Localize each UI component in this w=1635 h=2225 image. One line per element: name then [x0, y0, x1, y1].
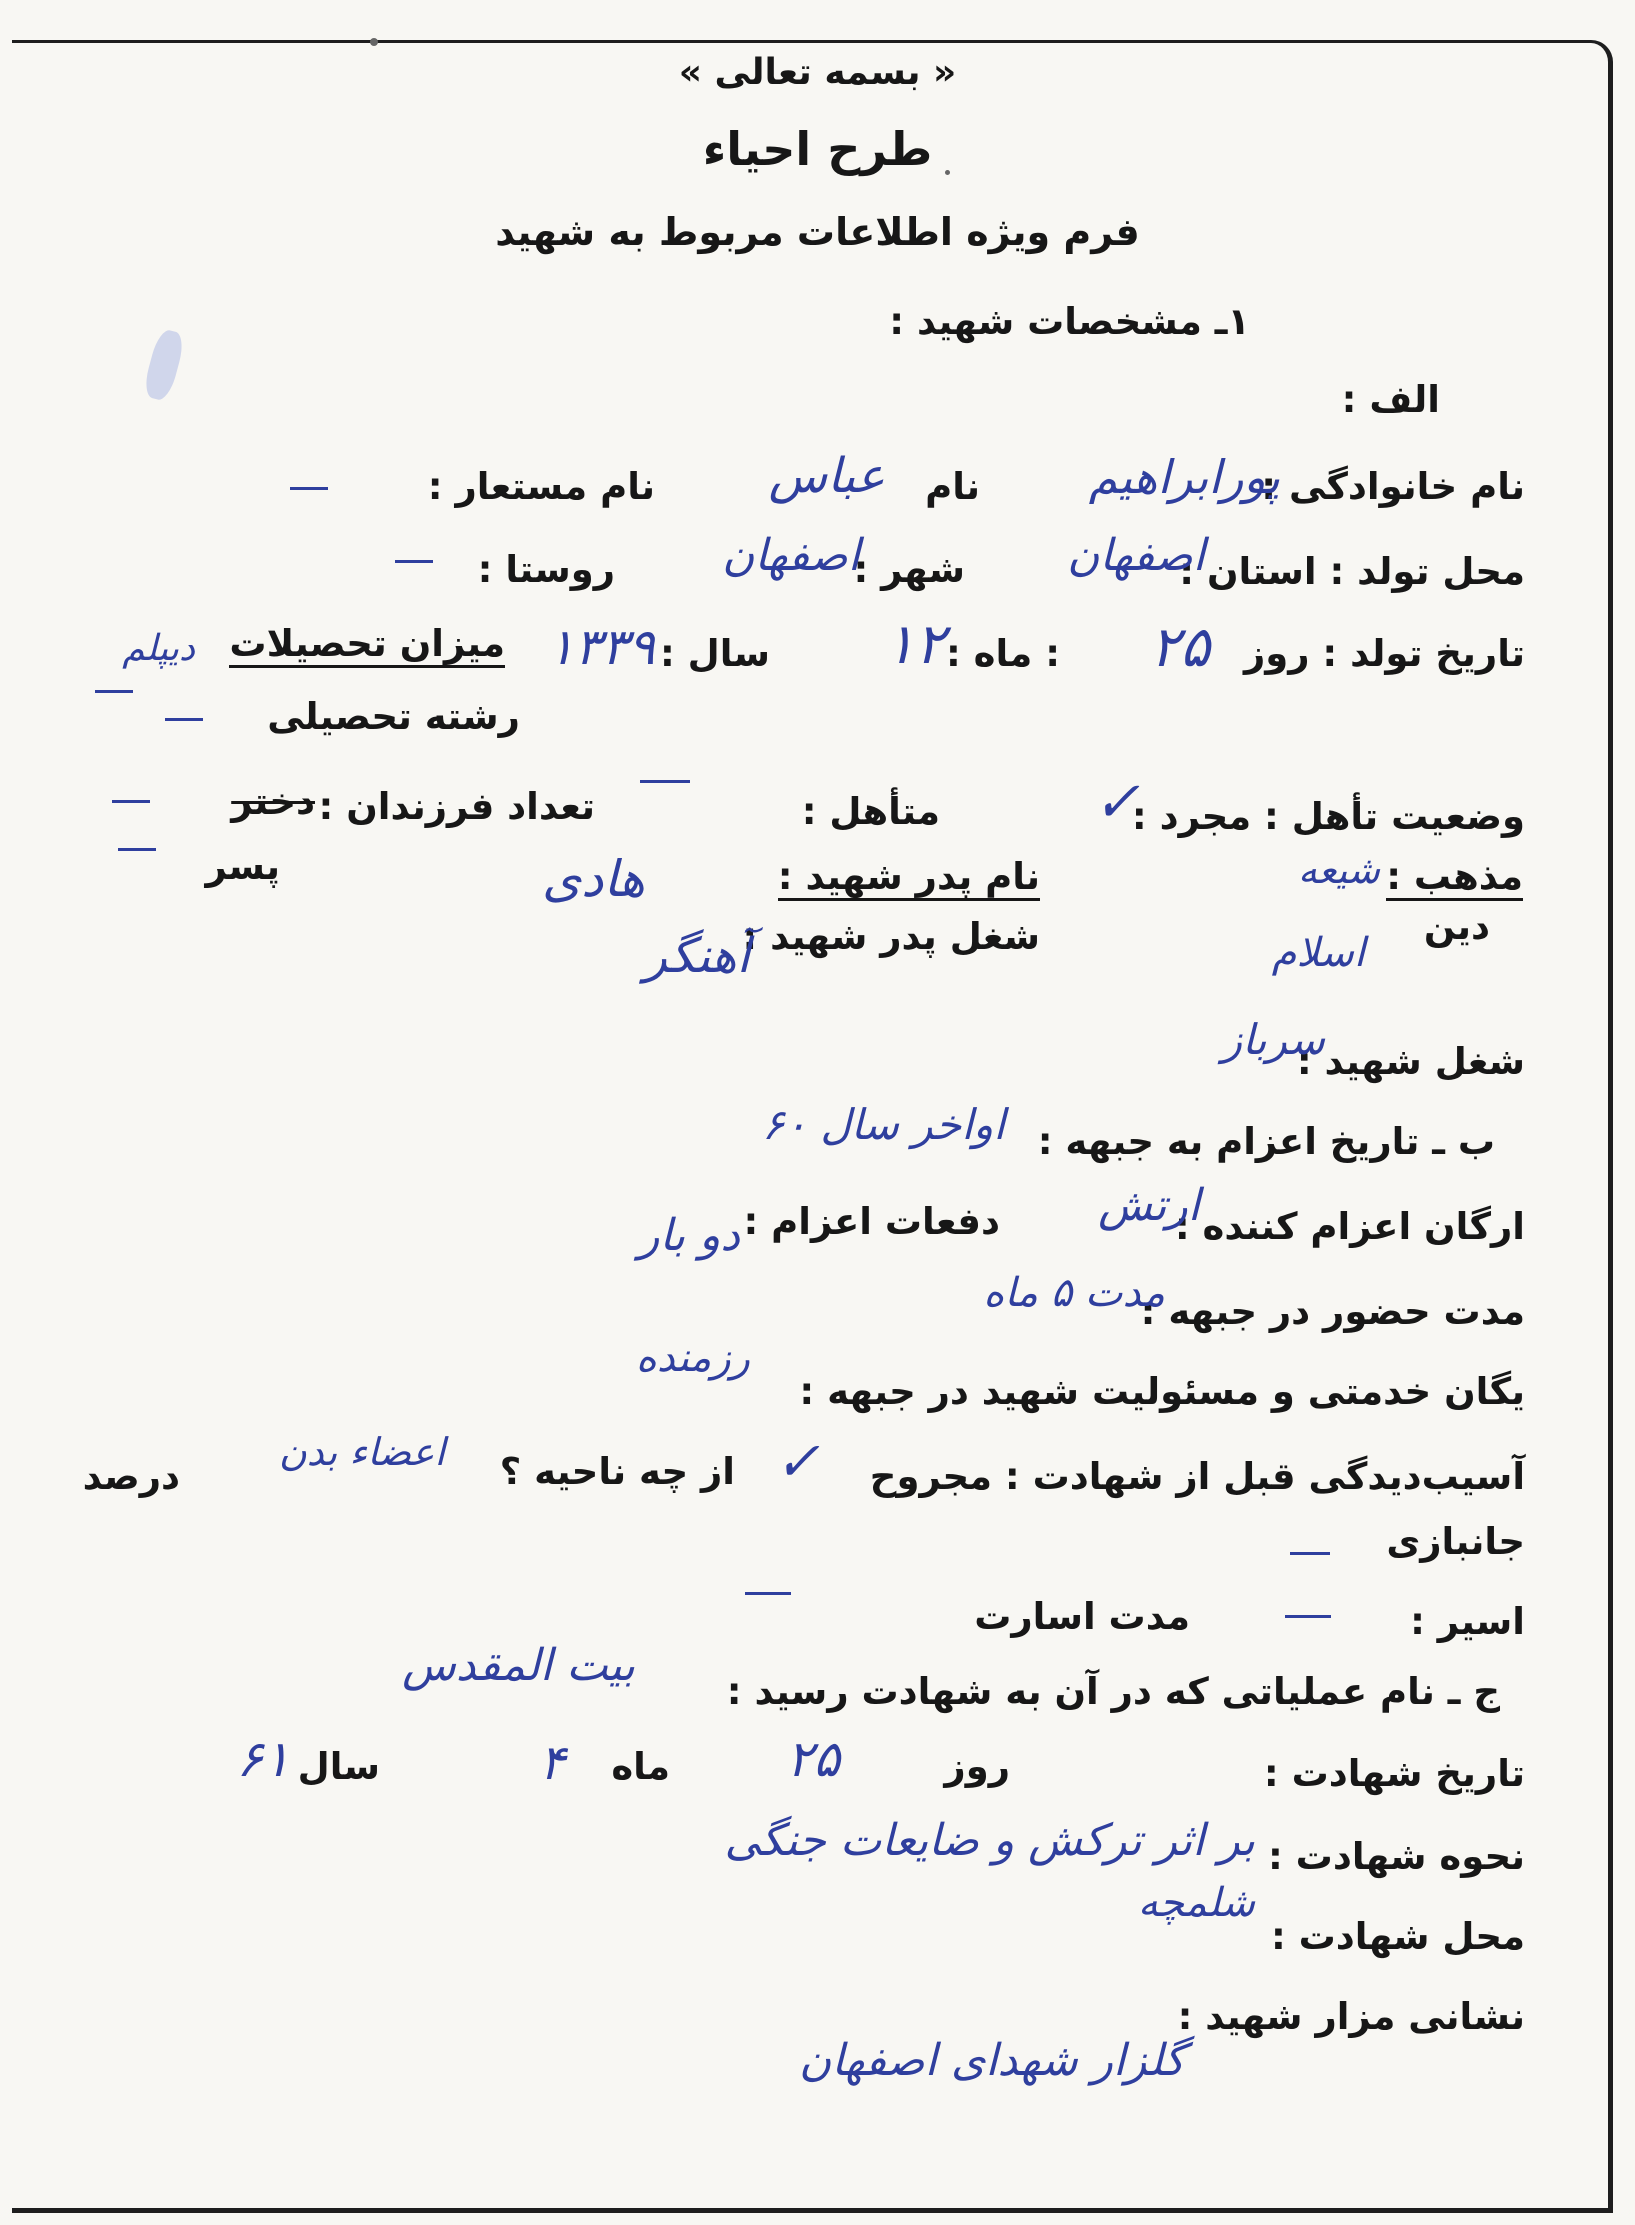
city-label: شهر : [853, 548, 965, 591]
martyr-day-label: روز [944, 1745, 1010, 1788]
religion-label: دین [1423, 905, 1490, 948]
front-duration-label: مدت حضور در جبهه : [1140, 1290, 1525, 1333]
married-checkmark: ✓ [1093, 770, 1140, 835]
injury-area-value: اعضاء بدن [278, 1430, 445, 1474]
city-value: اصفهان [722, 530, 860, 581]
birth-day-value: ۲۵ [1149, 615, 1210, 680]
form-subtitle: فرم ویژه اطلاعات مربوط به شهید [495, 210, 1140, 254]
martyr-month-value: ۴ [539, 1735, 565, 1791]
percent-label: درصد [82, 1455, 180, 1498]
pseudonym-empty-dash [290, 487, 328, 490]
grave-label: نشانی مزار شهید : [1177, 1995, 1525, 2038]
birth-year-label: سال : [659, 632, 770, 675]
village-empty-dash [395, 560, 433, 563]
place-label: محل شهادت : [1270, 1915, 1525, 1958]
father-job-label: شغل پدر شهید : [742, 915, 1040, 958]
front-duration-value: مدت ۵ ماه [983, 1270, 1165, 1316]
operation-value: بیت المقدس [402, 1640, 635, 1691]
dispatch-count-label: دفعات اعزام : [743, 1200, 1000, 1243]
education-field-label: رشته تحصیلی [267, 695, 520, 738]
martyr-day-value: ۲۵ [786, 1730, 840, 1788]
injury-checkmark: ✓ [774, 1430, 820, 1493]
married-label: متأهل : [801, 790, 940, 833]
father-job-value: آهنگر [643, 928, 750, 984]
name-label: نام [925, 465, 980, 508]
place-value: شلمچه [1137, 1880, 1255, 1926]
captivity-empty-dash [745, 1592, 791, 1595]
grave-value: گلزار شهدای اصفهان [799, 2035, 1185, 2086]
education-field-empty-dash [165, 718, 203, 721]
martyr-job-label: شغل شهید : [1296, 1040, 1525, 1083]
dispatch-org-value: ارتش [1098, 1180, 1200, 1231]
section-1-heading: ۱ـ مشخصات شهید : [889, 300, 1250, 343]
family-name-value: پورابراهیم [1088, 450, 1280, 504]
dispatch-count-value: دو بار [638, 1210, 740, 1261]
name-value: عباس [768, 448, 885, 504]
son-empty-dash [118, 848, 156, 851]
manner-label: نحوه شهادت : [1267, 1835, 1525, 1878]
birth-year-value: ۱۳۳۹ [547, 618, 655, 676]
dispatch-date-value: اواخر سال ۶۰ [761, 1100, 1005, 1149]
sect-value: شیعه [1297, 848, 1380, 892]
father-name-value: هادی [541, 850, 645, 908]
captive-label: اسیر : [1410, 1600, 1525, 1643]
pseudonym-label: نام مستعار : [427, 465, 655, 508]
dispatch-date-label: ب ـ تاریخ اعزام به جبهه : [1037, 1120, 1495, 1163]
province-value: اصفهان [1067, 530, 1205, 581]
injury-area-label: از چه ناحیه ؟ [499, 1450, 735, 1493]
alef-label: الف : [1341, 378, 1440, 421]
marital-status-label: وضعیت تأهل : مجرد : [1131, 795, 1525, 838]
birth-month-value: ۱۲ [884, 612, 945, 677]
education-dash [95, 690, 133, 693]
daughter-label: دختر [231, 780, 315, 823]
birthplace-province-label: محل تولد : استان : [1179, 550, 1525, 593]
village-label: روستا : [477, 548, 615, 591]
invocation: « بسمه تعالی » [678, 52, 957, 93]
martyrdom-date-label: تاریخ شهادت : [1263, 1752, 1525, 1795]
dispatch-org-label: ارگان اعزام کننده : [1174, 1205, 1525, 1248]
manner-value: بر اثر ترکش و ضایعات جنگی [724, 1815, 1255, 1866]
unit-role-label: یگان خدمتی و مسئولیت شهید در جبهه : [799, 1370, 1525, 1413]
son-label: پسر [205, 845, 280, 888]
janbazi-label: جانبازی [1386, 1520, 1525, 1563]
speck [370, 38, 378, 46]
martyr-job-value: سرباز [1221, 1015, 1325, 1064]
injury-label: آسیب‌دیدگی قبل از شهادت : مجروح [869, 1455, 1525, 1498]
children-count-label: تعداد فرزندان : [318, 785, 595, 828]
martyr-year-value: ۶۱ [236, 1730, 290, 1788]
janbazi-empty-dash [1290, 1552, 1330, 1555]
unit-role-value: رزمنده [635, 1335, 750, 1381]
operation-label: ج ـ نام عملیاتی که در آن به شهادت رسید : [726, 1670, 1500, 1713]
education-value: دیپلم [122, 628, 195, 669]
captivity-duration-label: مدت اسارت [974, 1595, 1190, 1638]
birth-month-label: : ماه : [946, 632, 1060, 675]
religion-value: اسلام [1271, 930, 1365, 976]
martyr-year-label: سال [297, 1745, 380, 1788]
daughter-empty-dash [112, 800, 150, 803]
captive-empty-dash [1285, 1615, 1331, 1618]
form-title: طرح احیاء [702, 122, 933, 176]
father-name-label: نام پدر شهید : [778, 855, 1040, 901]
family-name-label: نام خانوادگی : [1261, 465, 1525, 508]
married-empty-dash [640, 780, 690, 783]
martyr-month-label: ماه [611, 1745, 670, 1788]
education-level-label: میزان تحصیلات [229, 622, 505, 668]
sect-label: مذهب : [1386, 855, 1523, 901]
birth-day-label: تاریخ تولد : روز [1243, 632, 1525, 675]
